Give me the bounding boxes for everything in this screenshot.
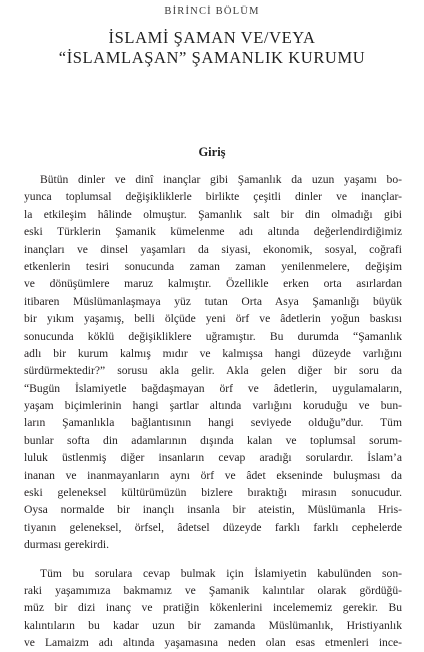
text-line: müz bir dizi inanç ve pratiğin kökenlerini incelememiz gerekir. Bu	[24, 601, 402, 615]
text-line: Tüm bu sorulara cevap bulmak için İslamiyetin kabulünden son-	[40, 566, 402, 580]
paragraph	[24, 565, 402, 652]
text-line: Bütün dinler ve dinî inançlar gibi Şamanlık da uzun yaşamı bo-	[40, 173, 402, 186]
text-line: Oysa normalde bir inançlı insanla bir ateistin, Müslümanla Hris-	[24, 503, 402, 517]
text-line: yaşam biçimlerinin hangi şartlar altında varlığını koruduğu ve bun-	[24, 399, 402, 413]
text-line: etkenlerin tesiri sonucunda zaman zaman yenilenmelere, değişim	[24, 259, 402, 273]
chapter-title	[0, 28, 424, 68]
text-line: sonucunda köklü değişikliklere uğramıştır. Bu durumda “Şamanlık	[24, 329, 402, 343]
text-line: kalıntıların bu kadar uzun bir zamanda Müslümanlık, Hristiyanlık	[24, 618, 402, 632]
text-line: la etkileşim hâlinde olmuştur. Şamanlık salt bir din olmadığı gibi	[24, 207, 402, 221]
text-line: itibaren Müslümanlaşmaya yüz tutan Orta Asya Şamanlığı büyük	[24, 294, 402, 308]
text-line: bunlar softa din adamlarının dışında kalan ve toplumsal sorum-	[24, 433, 402, 447]
text-line: ve dönüşümlere maruz kalmıştır. Özellikle erken orta asırlardan	[24, 277, 402, 291]
text-line: adlı bir kurum kalmış mıdır ve kalmışsa hangi düzeyde varlığını	[24, 346, 402, 360]
text-line: tiyanın geleneksel, örfsel, âdetsel düzeyde farklı farklı cephelerde	[24, 520, 402, 534]
text-line: eski geleneksel kültürümüzün bizlere bıraktığı mirasın sonucudur.	[24, 486, 402, 500]
chapter-title-line: İSLAMİ ŞAMAN VE/VEYA	[108, 28, 316, 47]
text-line: sürdürmektedir?” sorusu akla gelir. Akla gelen diğer bir soru da	[24, 364, 402, 378]
text-line: yunca toplumsal değişikliklerle birlikte çeşitli dinler ve inançlar-	[24, 190, 402, 204]
text-line: eski Türklerin Şamanik kümelenme adı altında değerlendirdiğimiz	[24, 225, 402, 239]
paragraph-gap	[24, 554, 402, 565]
text-line: bir yıkım yaşamış, belli ölçüde yeni örf ve âdetlerin yoğun baskısı	[24, 312, 402, 326]
body-text	[24, 171, 402, 652]
text-line: inançları ve dinsel yaşamları da siyasi, ekonomik, sosyal, coğrafi	[24, 242, 402, 256]
text-line: “Bugün İslamiyetle bağdaşmayan örf ve âdetlerin, uygulamaların,	[24, 381, 402, 395]
chapter-title-line: “İSLAMLAŞAN” ŞAMANLIK KURUMU	[58, 48, 366, 67]
text-line: ve Lamaizm adı altında yaşamasına neden olan esas etmenleri ince-	[24, 636, 402, 650]
text-line: durması gerekirdi.	[24, 538, 109, 552]
section-heading: Giriş	[198, 145, 226, 159]
text-line: inanan ve inanmayanların aynı örf ve âdet ekseninde buluşması da	[24, 468, 402, 482]
chapter-label: BİRİNCİ BÖLÜM	[164, 6, 260, 17]
paragraph	[24, 171, 402, 554]
text-line: ların Şamanlıkla bağlantısının hangi seviyede olduğu”dur. Tüm	[24, 416, 402, 430]
text-line: luluk üstlenmiş diğer insanların cevap aradığı sorulardır. İslam’a	[24, 451, 402, 465]
text-line: raki yaşamımıza bakmamız ve Şamanik kalıntılar olarak gördüğü-	[24, 583, 402, 597]
